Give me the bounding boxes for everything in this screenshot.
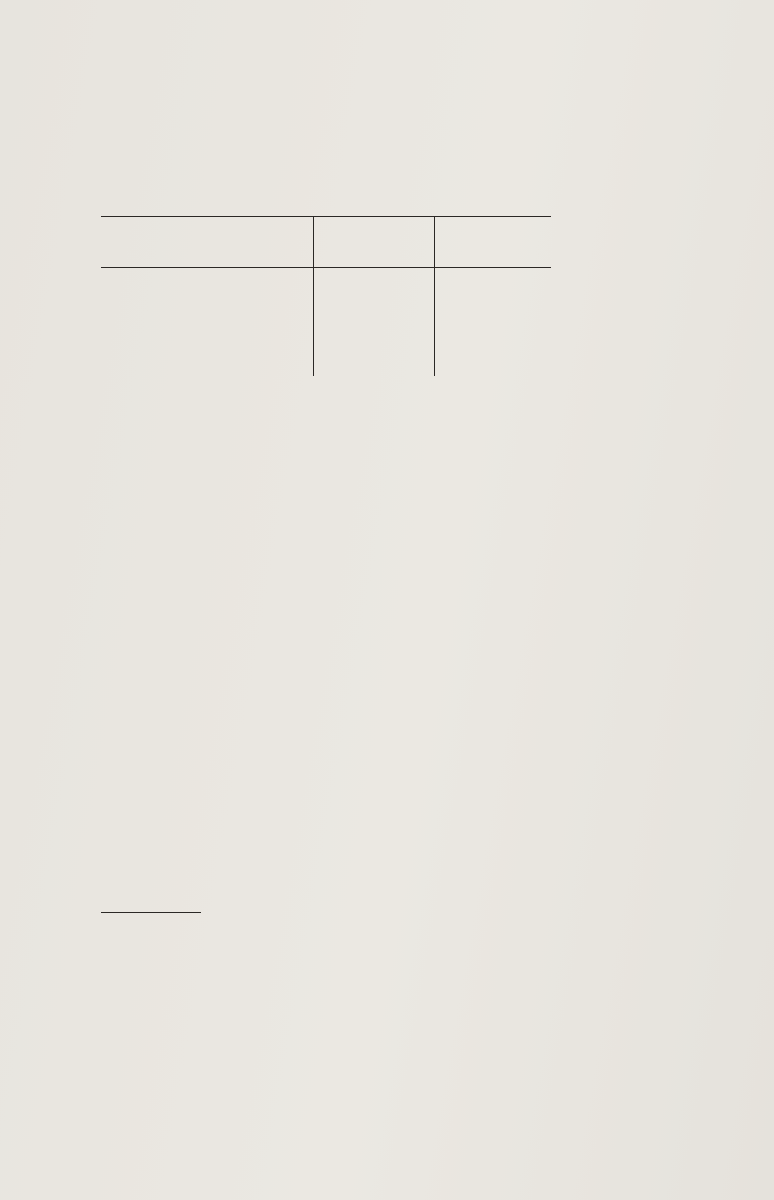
footnote-rule	[101, 912, 201, 913]
table-header-rule	[101, 267, 551, 268]
table-top-rule	[101, 216, 551, 217]
column-divider-1	[313, 216, 314, 376]
column-divider-2	[434, 216, 435, 376]
printer-signature	[101, 1090, 107, 1104]
